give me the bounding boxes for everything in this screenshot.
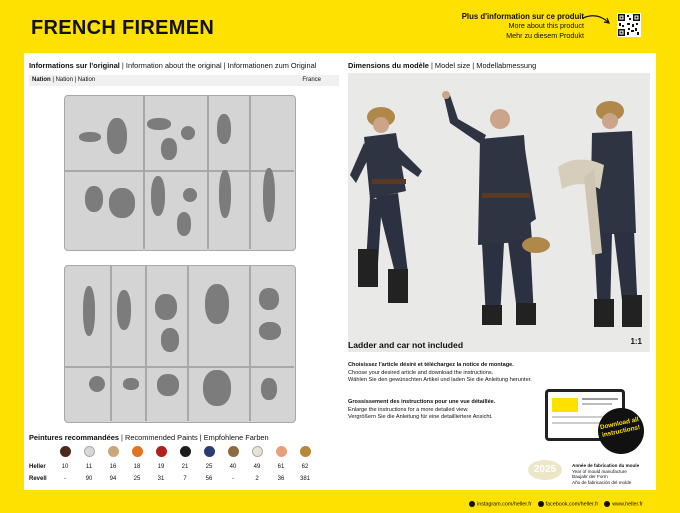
revell-paint-code: 36: [277, 476, 285, 482]
social-footer: [469, 501, 643, 507]
product-title: FRENCH FIREMEN: [31, 17, 215, 39]
facebook-link[interactable]: facebook.com/heller.fr: [538, 501, 599, 507]
qr-code-icon[interactable]: [617, 13, 641, 37]
website-link[interactable]: www.heller.fr: [604, 501, 643, 507]
heller-paint-code: 62: [301, 464, 309, 470]
mould-fr: Année de fabrication du moule: [572, 463, 640, 468]
globe-icon: [604, 501, 610, 507]
firemen-figures-illustration: [348, 73, 650, 352]
arrow-icon: [582, 14, 612, 28]
revell-paint-code: 381: [299, 476, 310, 482]
heller-paint-code: 21: [181, 464, 189, 470]
revell-paint-code: 90: [85, 476, 93, 482]
nation-label: Nation: [32, 77, 51, 83]
revell-paint-code: 25: [133, 476, 141, 482]
revell-paint-code: 56: [205, 476, 213, 482]
download-instructions-badge[interactable]: Download all instructions!: [594, 404, 649, 459]
mould-year-text: [572, 463, 639, 485]
heller-paint-code: 10: [61, 464, 69, 470]
paint-swatch: [221, 446, 245, 457]
paint-swatch: [173, 446, 197, 457]
revell-paint-code: -: [64, 476, 66, 482]
paint-swatch: [197, 446, 221, 457]
facebook-icon: [538, 501, 544, 507]
revell-paint-code: -: [232, 476, 234, 482]
nation-value: France: [302, 77, 321, 83]
paint-swatch: [101, 446, 125, 457]
paint-swatch: [77, 446, 101, 457]
instructions-download-text: [348, 362, 548, 385]
enlarge-de: Vergrößern Sie die Anleitung für eine detailliertere Ansicht.: [348, 414, 493, 421]
scale-label: 1:1: [630, 337, 642, 346]
more-info-fr: Plus d'information sur ce produit: [461, 12, 584, 21]
nation-label-rest: | Nation | Nation: [50, 77, 96, 83]
instagram-icon: [469, 501, 475, 507]
revell-label: Revell: [29, 476, 47, 482]
heller-paint-code: 25: [205, 464, 213, 470]
mould-de: Baujahr der Form: [572, 474, 608, 480]
instructions-enlarge-text: [348, 399, 548, 422]
nation-row: [29, 75, 339, 86]
revell-paint-code: 2: [255, 476, 259, 482]
paint-swatch: [269, 446, 293, 457]
instagram-link[interactable]: instagram.com/heller.fr: [469, 501, 532, 507]
instructions-en: Choose your desired article and download the instructions.: [348, 369, 494, 376]
mould-es: Año de fabricación del molde: [572, 479, 632, 485]
enlarge-fr: Grossissement des instructions pour une vue détaillée.: [348, 399, 496, 405]
sprue-frame-a: [64, 95, 296, 251]
revell-paint-code: 31: [157, 476, 165, 482]
heller-paint-row: [29, 464, 339, 470]
more-info-link[interactable]: [462, 12, 584, 40]
instructions-fr: Choisissez l'article désiré et téléchargez la notice de montage.: [348, 362, 514, 368]
model-size-heading: Dimensions du modèle | Model size | Modellabmessung: [348, 61, 537, 70]
paint-swatch: [293, 446, 317, 457]
sprue-frame-b: [64, 265, 296, 423]
more-info-de: Mehr zu diesem Produkt: [506, 30, 584, 40]
heller-paint-code: 61: [277, 464, 285, 470]
heller-paint-code: 19: [157, 464, 165, 470]
paint-swatch: [53, 446, 77, 457]
heller-paint-code: 16: [109, 464, 117, 470]
heller-label: Heller: [29, 464, 46, 470]
heller-paint-code: 40: [229, 464, 237, 470]
paint-swatches: [53, 446, 317, 457]
mould-en: Year of mould manufacture: [572, 468, 627, 474]
enlarge-en: Enlarge the instructions for a more detailed view.: [348, 406, 469, 413]
ladder-note: Ladder and car not included: [348, 340, 464, 350]
heller-paint-code: 11: [85, 464, 93, 470]
heller-paint-code: 18: [133, 464, 141, 470]
paint-swatch: [149, 446, 173, 457]
original-info-heading: Informations sur l'original | Information about the original | Informationen zum Original: [29, 61, 317, 70]
more-info-en: More about this product: [508, 21, 584, 31]
revell-paint-row: [29, 476, 339, 482]
paints-heading: Peintures recommandées | Recommended Paints | Empfohlene Farben: [29, 433, 269, 442]
paint-swatch: [245, 446, 269, 457]
figures-photo: [348, 73, 650, 352]
heller-paint-code: 49: [253, 464, 261, 470]
mould-year-badge: 2025: [528, 460, 562, 480]
revell-paint-code: 7: [183, 476, 187, 482]
instructions-de: Wählen Sie den gewünschten Artikel und laden Sie die Anleitung herunter.: [348, 377, 532, 384]
paint-swatch: [125, 446, 149, 457]
revell-paint-code: 94: [109, 476, 117, 482]
